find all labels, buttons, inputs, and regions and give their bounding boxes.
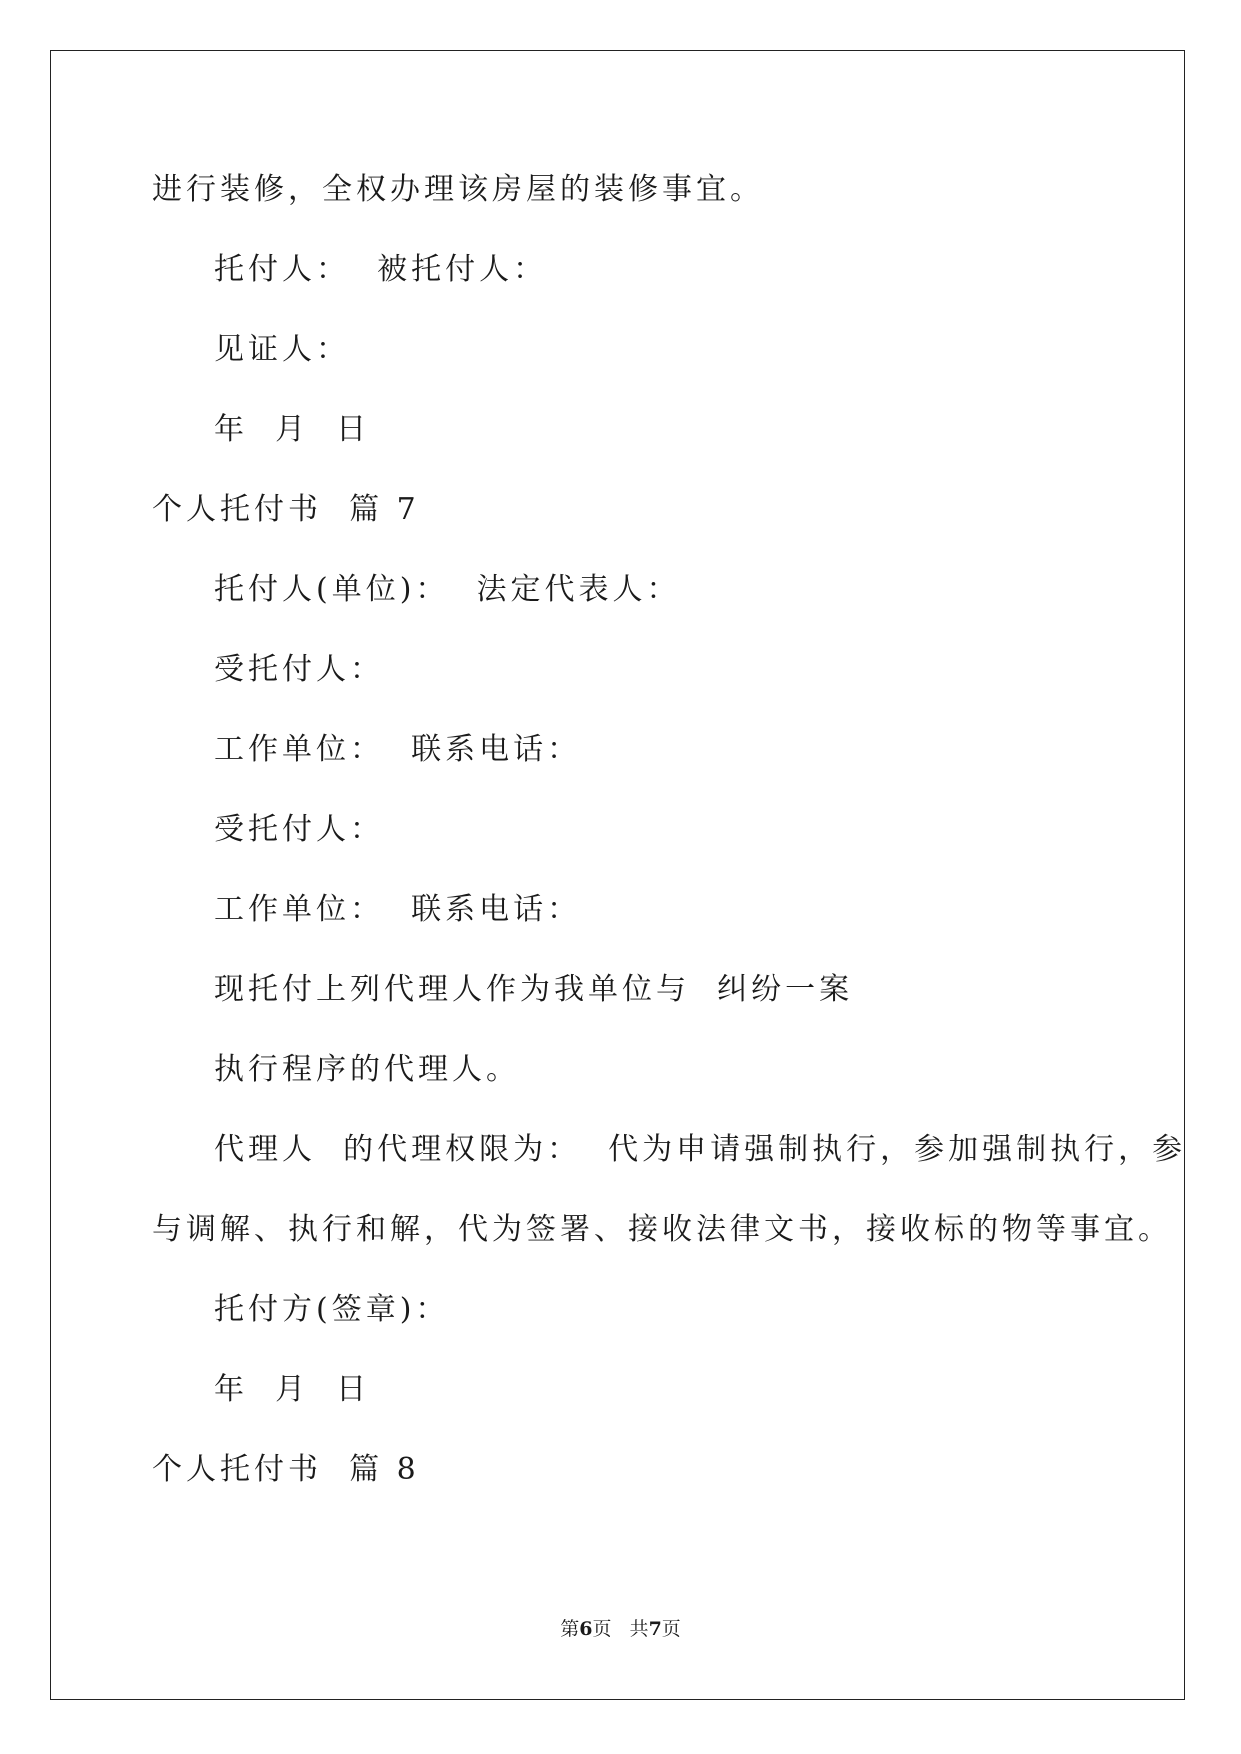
footer-middle: 页 共 [592, 1618, 649, 1640]
body-line: 受托付人： [214, 652, 384, 687]
body-line: 代理人 的代理权限为： 代为申请强制执行，参加强制执行，参 [214, 1132, 1187, 1167]
footer-suffix: 页 [661, 1618, 681, 1640]
total-page-number: 7 [648, 1618, 662, 1640]
body-line: 工作单位： 联系电话： [214, 732, 582, 767]
body-line: 年 月 日 [214, 412, 371, 447]
body-line: 托付人： 被托付人： [214, 252, 548, 287]
footer-prefix: 第 [560, 1618, 580, 1640]
body-line: 年 月 日 [214, 1372, 371, 1407]
page-footer [0, 1616, 1241, 1642]
body-line: 进行装修，全权办理该房屋的装修事宜。 [152, 172, 764, 207]
body-line: 托付人(单位)： 法定代表人： [214, 572, 681, 607]
section-heading: 个人托付书 篇 7 [152, 492, 420, 527]
current-page-number: 6 [579, 1618, 593, 1640]
body-line: 托付方(签章)： [214, 1292, 450, 1327]
body-line: 见证人： [214, 332, 350, 367]
body-line: 与调解、执行和解，代为签署、接收法律文书，接收标的物等事宜。 [152, 1212, 1172, 1247]
section-heading: 个人托付书 篇 8 [152, 1452, 420, 1487]
body-line: 工作单位： 联系电话： [214, 892, 582, 927]
body-line: 现托付上列代理人作为我单位与 纠纷一案 [214, 972, 854, 1007]
body-line: 受托付人： [214, 812, 384, 847]
body-line: 执行程序的代理人。 [214, 1052, 520, 1087]
